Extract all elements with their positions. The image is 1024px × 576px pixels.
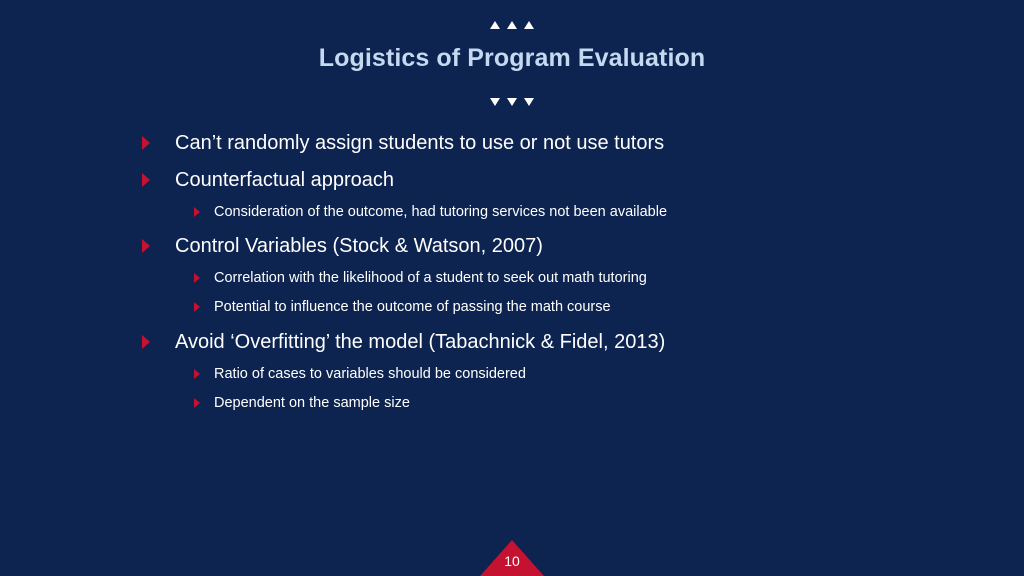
bullet-text: Control Variables (Stock & Watson, 2007) (175, 234, 543, 257)
bullet-arrow-icon (142, 136, 150, 150)
sub-bullet-arrow-icon (194, 369, 200, 379)
sub-bullet-item (194, 297, 611, 317)
sub-bullet-arrow-icon (194, 273, 200, 283)
slide-title: Logistics of Program Evaluation (318, 44, 706, 72)
sub-bullet-item (194, 364, 526, 384)
sub-bullet-text: Potential to influence the outcome of passing the math course (214, 299, 611, 315)
triangle-up-icon (507, 21, 517, 29)
bottom-decoration (0, 98, 1024, 106)
sub-bullet-text: Dependent on the sample size (214, 395, 410, 411)
sub-bullet-text: Consideration of the outcome, had tutoring services not been available (214, 204, 668, 220)
page-number: 10 (504, 553, 520, 569)
triangle-down-icon (490, 98, 500, 106)
bullet-text: Counterfactual approach (175, 168, 395, 191)
triangle-up-icon (524, 21, 534, 29)
bullet-item (142, 330, 665, 354)
bullet-item (142, 234, 543, 258)
triangle-down-icon (524, 98, 534, 106)
top-decoration (0, 21, 1024, 29)
triangle-up-icon (490, 21, 500, 29)
sub-bullet-item (194, 393, 410, 413)
bullet-arrow-icon (142, 239, 150, 253)
bullet-arrow-icon (142, 173, 150, 187)
bullet-text: Can’t randomly assign students to use or not use tutors (175, 131, 665, 154)
sub-bullet-arrow-icon (194, 398, 200, 408)
page-number-badge (480, 540, 544, 576)
bullet-item (142, 131, 664, 155)
bullet-item (142, 168, 394, 192)
sub-bullet-item (194, 202, 667, 222)
sub-bullet-item (194, 268, 647, 288)
sub-bullet-text: Ratio of cases to variables should be considered (214, 366, 526, 382)
sub-bullet-text: Correlation with the likelihood of a student to seek out math tutoring (214, 270, 647, 286)
sub-bullet-arrow-icon (194, 302, 200, 312)
triangle-down-icon (507, 98, 517, 106)
bullet-text: Avoid ‘Overfitting’ the model (Tabachnick & Fidel, 2013) (175, 330, 666, 353)
sub-bullet-arrow-icon (194, 207, 200, 217)
bullet-arrow-icon (142, 335, 150, 349)
